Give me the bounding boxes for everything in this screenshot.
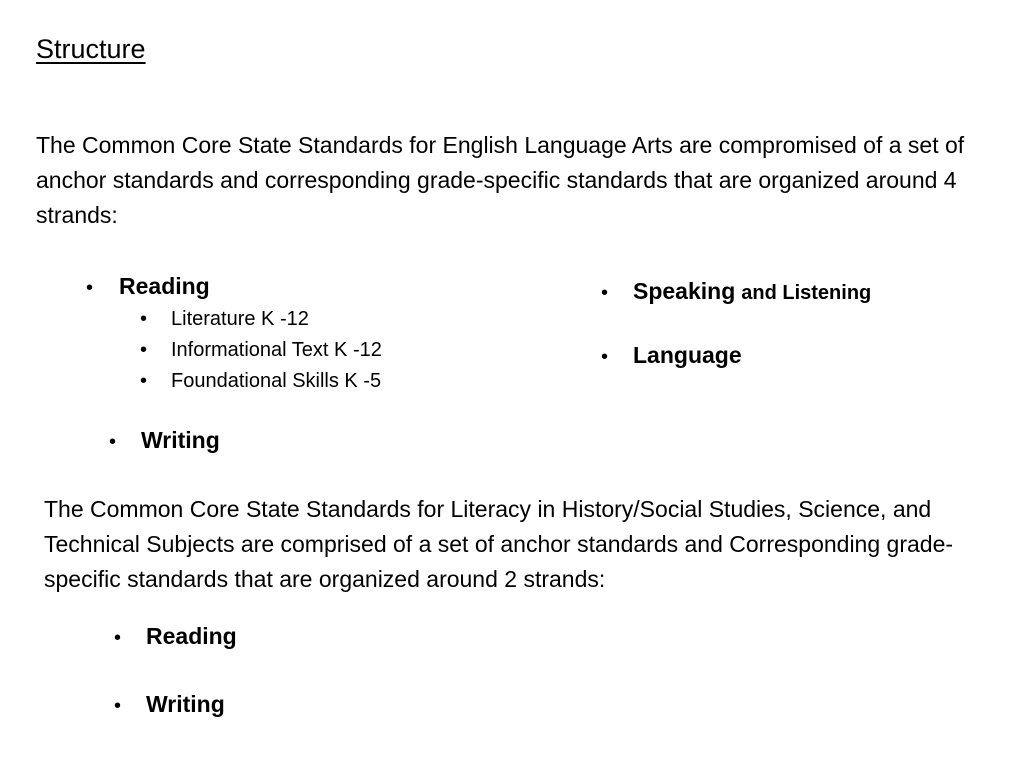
bullet-icon: • (86, 277, 94, 299)
ela-strand-speaking (601, 278, 871, 305)
bullet-icon: • (601, 282, 609, 304)
ela-intro-paragraph: The Common Core State Standards for English Language Arts are compromised of a set of anchor standards and corresponding grade-specific standards that are organized around 4 strands: (36, 132, 965, 228)
bullet-icon: • (140, 339, 148, 361)
bullet-icon: • (114, 695, 122, 717)
ela-strand-speaking-label: Speaking (633, 278, 736, 304)
ela-strand-reading (86, 273, 210, 300)
bullet-icon: • (601, 346, 609, 368)
ela-strand-reading-label: Reading (119, 273, 210, 299)
ela-strand-language (601, 342, 742, 369)
literacy-strand-reading (114, 623, 237, 650)
ela-strand-writing-label: Writing (141, 427, 220, 453)
ela-reading-sub-item (140, 370, 381, 393)
literacy-intro-paragraph: The Common Core State Standards for Literacy in History/Social Studies, Science, and Technical Subjects are comprised of a set of anchor standards and Corresponding grade-specific standards that are organized around 2 strands: (44, 496, 954, 592)
literacy-strand-reading-label: Reading (146, 623, 237, 649)
literacy-strand-writing-label: Writing (146, 691, 225, 717)
bullet-icon: • (109, 431, 117, 453)
bullet-icon: • (140, 370, 148, 392)
slide-title: Structure (36, 34, 146, 64)
bullet-icon: • (140, 308, 148, 330)
ela-reading-sub-label: Literature K -12 (171, 308, 309, 330)
bullet-icon: • (114, 627, 122, 649)
ela-reading-sub-item (140, 308, 309, 331)
ela-reading-sub-label: Informational Text K -12 (171, 339, 382, 361)
ela-reading-sub-label: Foundational Skills K -5 (171, 370, 382, 392)
ela-strand-language-label: Language (633, 342, 742, 368)
ela-reading-sub-item (140, 339, 382, 362)
literacy-strand-writing (114, 691, 225, 718)
ela-strand-writing (109, 427, 220, 454)
ela-strand-speaking-suffix: and Listening (741, 282, 872, 304)
